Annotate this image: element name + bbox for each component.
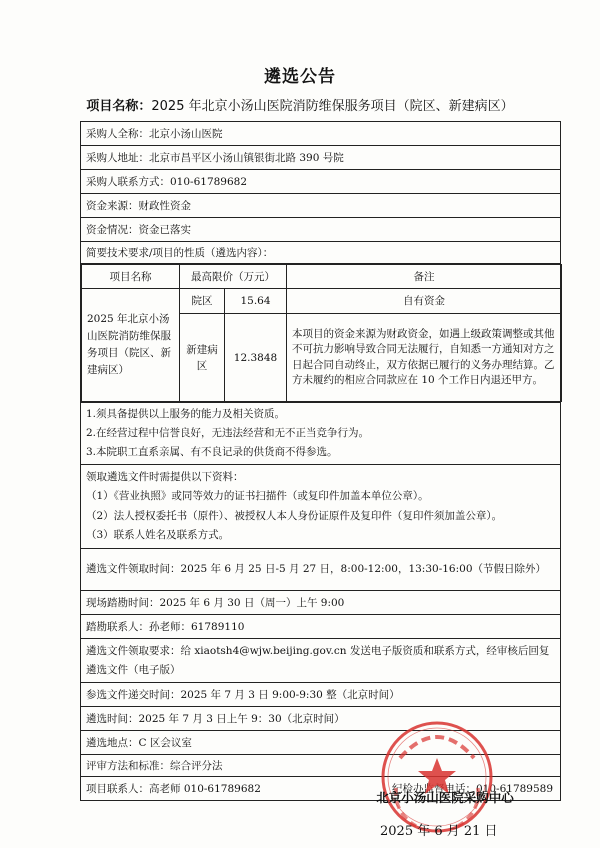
announcement-form bbox=[80, 121, 560, 801]
submission-time-row: 参选文件递交时间：2025 年 7 月 3 日 9:00-9:30 整（北京时间） bbox=[81, 683, 561, 707]
items-project-name: 2025 年北京小汤山医院消防维保服务项目（院区、新建病区） bbox=[82, 289, 180, 402]
purchaser-address-row: 采购人地址：北京市昌平区小汤山镇银街北路 390 号院 bbox=[81, 146, 561, 170]
sub-row-price: 15.64 bbox=[225, 289, 287, 314]
requirements-heading-row: 简要技术要求/项目的性质（遴选内容）： bbox=[81, 242, 561, 264]
signature-org: 北京小汤山医院采购中心 bbox=[376, 790, 514, 805]
collection-requirement-row: 遴选文件领取要求：给 xiaotsh4@wjw.beijing.gov.cn 发送电子版资质和联系方式，经审核后回复遴选文件（电子版） bbox=[81, 639, 561, 683]
document-item: （2）法人授权委托书（原件）、被授权人本人身份证原件及复印件（复印件须加盖公章）。 bbox=[86, 509, 503, 522]
sub-row-note: 本项目的资金来源为财政资金，如遇上级政策调整或其他不可抗力影响导致合同无法履行，自知悉一方通知对方之日起合同自动终止，双方依据已履行的义务办理结算。乙方未履约的相应合同款应在 10 个工作日内退还甲方。 bbox=[287, 314, 562, 402]
documents-block bbox=[81, 465, 561, 549]
qualification-item: 2.在经营过程中信誉良好，无违法经营和无不正当竞争行为。 bbox=[86, 427, 370, 439]
page-title: 遴选公告 bbox=[264, 67, 336, 87]
signature-date: 2025 年 6 月 21 日 bbox=[380, 824, 498, 839]
items-table bbox=[81, 264, 562, 402]
evaluation-row: 评审方法和标准：综合评分法 bbox=[81, 755, 561, 777]
document-item: （1）《营业执照》或同等效力的证书扫描件（或复印件加盖本单位公章）。 bbox=[86, 490, 429, 502]
collection-time-row: 遴选文件领取时间：2025 年 6 月 25 日-5 月 27 日，8:00-12:00，13:30-16:00（节假日除外） bbox=[81, 549, 561, 591]
header-project-name: 项目名称 bbox=[82, 265, 180, 289]
selection-place-row: 遴选地点：C 区会议室 bbox=[81, 731, 561, 755]
supervision-phone: 纪检办监督电话：010-61789589 bbox=[392, 782, 554, 795]
official-seal-icon bbox=[378, 718, 496, 836]
qualification-item: 1.须具备提供以上服务的能力及相关资质。 bbox=[86, 408, 286, 420]
items-table-cell bbox=[81, 264, 561, 403]
project-title-value: 2025 年北京小汤山医院消防维保服务项目（院区、新建病区） bbox=[151, 99, 514, 114]
header-note: 备注 bbox=[287, 265, 562, 289]
selection-time-row: 遴选时间：2025 年 7 月 3 日上午 9：30（北京时间） bbox=[81, 707, 561, 731]
announcement-table bbox=[80, 121, 561, 801]
qualification-item: 3.本院职工直系亲属、有不良记录的供货商不得参选。 bbox=[86, 446, 338, 458]
purchaser-name-row: 采购人全称：北京小汤山医院 bbox=[81, 122, 561, 146]
project-title bbox=[0, 95, 600, 114]
site-visit-row: 现场踏勘时间：2025 年 6 月 30 日（周一）上午 9:00 bbox=[81, 591, 561, 615]
fund-source-row: 资金来源：财政性资金 bbox=[81, 194, 561, 218]
qualifications-block bbox=[81, 403, 561, 465]
sub-row-name: 新建病区 bbox=[180, 314, 225, 402]
site-contact-row: 踏勘联系人：孙老师：61789110 bbox=[81, 615, 561, 639]
purchaser-contact-row: 采购人联系方式：010-61789682 bbox=[81, 170, 561, 194]
document-item: （3）联系人姓名及联系方式。 bbox=[86, 529, 230, 541]
fund-status-row: 资金情况：资金已落实 bbox=[81, 218, 561, 242]
sub-row-note: 自有资金 bbox=[287, 289, 562, 314]
sub-row-price: 12.3848 bbox=[225, 314, 287, 402]
header-max-price: 最高限价（万元） bbox=[180, 265, 287, 289]
documents-heading: 领取遴选文件时需提供以下资料： bbox=[86, 470, 244, 483]
project-contact: 项目联系人：高老师 010-61789682 bbox=[86, 782, 261, 795]
sub-row-name: 院区 bbox=[180, 289, 225, 314]
project-title-label: 项目名称： bbox=[86, 99, 152, 114]
